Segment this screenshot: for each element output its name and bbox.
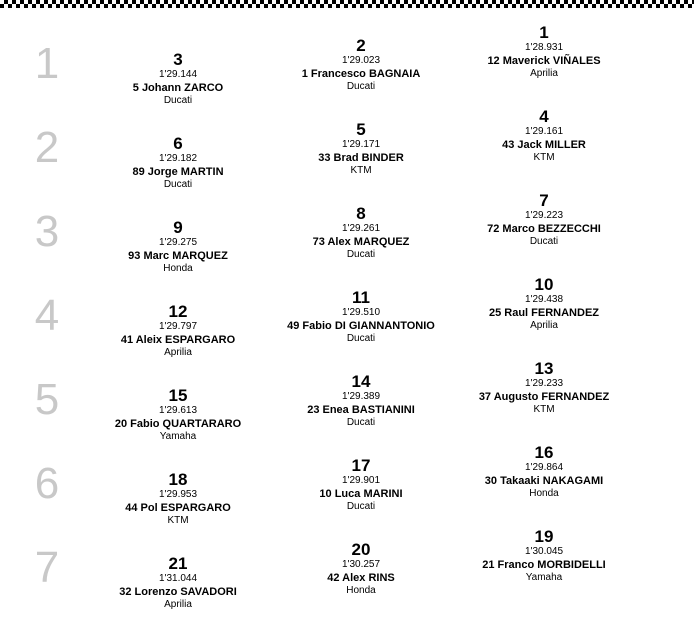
grid-position: 20	[351, 540, 371, 559]
team-name: KTM	[167, 515, 189, 526]
grid-slot	[434, 528, 654, 584]
lap-time: 1'29.389	[341, 391, 381, 402]
rider-name: 32 Lorenzo SAVADORI	[119, 586, 237, 598]
team-name: Ducati	[346, 417, 376, 428]
grid-row-number: 3	[34, 207, 60, 256]
rider-name: 23 Enea BASTIANINI	[307, 404, 415, 416]
grid-position: 8	[356, 204, 366, 223]
rider-name: 5 Johann ZARCO	[132, 82, 224, 94]
grid-position: 17	[351, 456, 371, 475]
grid-row-number: 1	[34, 39, 60, 88]
grid-position: 6	[173, 134, 183, 153]
rider-name: 44 Pol ESPARGARO	[125, 502, 231, 514]
team-name: Honda	[529, 488, 559, 499]
grid-slot	[434, 360, 654, 416]
rider-name: 20 Fabio QUARTARARO	[114, 418, 242, 430]
lap-time: 1'29.510	[341, 307, 381, 318]
team-name: KTM	[533, 152, 555, 163]
rider-name: 42 Alex RINS	[327, 572, 395, 584]
rider-name: 72 Marco BEZZECCHI	[487, 223, 601, 235]
rider-name: 1 Francesco BAGNAIA	[301, 68, 421, 80]
rider-name: 93 Marc MARQUEZ	[128, 250, 228, 262]
grid-position: 15	[168, 386, 188, 405]
team-name: Yamaha	[525, 572, 563, 583]
rider-name: 73 Alex MARQUEZ	[312, 236, 410, 248]
lap-time: 1'29.275	[158, 237, 198, 248]
team-name: Ducati	[163, 179, 193, 190]
team-name: Ducati	[346, 333, 376, 344]
lap-time: 1'29.144	[158, 69, 198, 80]
rider-name: 21 Franco MORBIDELLI	[482, 559, 606, 571]
grid-position: 11	[352, 288, 370, 307]
team-name: Honda	[346, 585, 376, 596]
grid-row-number: 5	[34, 375, 60, 424]
rider-name: 43 Jack MILLER	[502, 139, 586, 151]
grid-position: 16	[534, 443, 554, 462]
team-name: Aprilia	[164, 347, 192, 358]
team-name: Honda	[163, 263, 193, 274]
rider-name: 30 Takaaki NAKAGAMI	[484, 475, 604, 487]
grid-slot	[434, 24, 654, 80]
rider-name: 37 Augusto FERNANDEZ	[478, 391, 610, 403]
rider-name: 33 Brad BINDER	[318, 152, 404, 164]
lap-time: 1'29.438	[524, 294, 564, 305]
lap-time: 1'29.223	[524, 210, 564, 221]
team-name: Ducati	[529, 236, 559, 247]
team-name: Aprilia	[530, 320, 558, 331]
grid-slot	[434, 108, 654, 164]
lap-time: 1'29.797	[158, 321, 198, 332]
lap-time: 1'31.044	[158, 573, 198, 584]
grid-position: 12	[168, 302, 188, 321]
grid-position: 9	[173, 218, 183, 237]
grid-position: 1	[539, 23, 549, 42]
grid-position: 14	[351, 372, 371, 391]
grid-position: 4	[539, 107, 549, 126]
lap-time: 1'29.261	[341, 223, 381, 234]
grid-position: 5	[356, 120, 366, 139]
lap-time: 1'29.901	[341, 475, 381, 486]
grid-position: 21	[168, 554, 188, 573]
lap-time: 1'29.613	[158, 405, 198, 416]
lap-time: 1'29.233	[524, 378, 564, 389]
grid-row-number: 2	[34, 123, 60, 172]
grid-position: 13	[534, 359, 554, 378]
grid-position: 7	[539, 191, 549, 210]
team-name: Ducati	[163, 95, 193, 106]
team-name: KTM	[350, 165, 372, 176]
team-name: KTM	[533, 404, 555, 415]
lap-time: 1'30.045	[524, 546, 564, 557]
team-name: Ducati	[346, 501, 376, 512]
lap-time: 1'29.161	[524, 126, 564, 137]
team-name: Yamaha	[159, 431, 197, 442]
lap-time: 1'29.182	[158, 153, 198, 164]
rider-name: 10 Luca MARINI	[319, 488, 403, 500]
lap-time: 1'29.171	[341, 139, 381, 150]
lap-time: 1'30.257	[341, 559, 381, 570]
rider-name: 41 Aleix ESPARGARO	[120, 334, 236, 346]
team-name: Ducati	[346, 249, 376, 260]
grid-row-number: 6	[34, 459, 60, 508]
lap-time: 1'29.953	[158, 489, 198, 500]
team-name: Aprilia	[164, 599, 192, 610]
grid-position: 3	[173, 50, 183, 69]
grid-slot	[434, 444, 654, 500]
grid-position: 18	[168, 470, 188, 489]
rider-name: 89 Jorge MARTIN	[132, 166, 224, 178]
checkered-flag-border	[0, 0, 694, 8]
team-name: Ducati	[346, 81, 376, 92]
rider-name: 25 Raul FERNANDEZ	[488, 307, 600, 319]
team-name: Aprilia	[530, 68, 558, 79]
grid-row-number: 7	[34, 543, 60, 592]
grid-position: 19	[534, 527, 554, 546]
lap-time: 1'29.864	[524, 462, 564, 473]
grid-position: 2	[356, 36, 366, 55]
rider-name: 12 Maverick VIÑALES	[487, 55, 601, 67]
grid-row-number: 4	[34, 291, 60, 340]
lap-time: 1'28.931	[524, 42, 564, 53]
rider-name: 49 Fabio DI GIANNANTONIO	[287, 320, 435, 332]
grid-slot	[434, 192, 654, 248]
grid-slot	[434, 276, 654, 332]
lap-time: 1'29.023	[341, 55, 381, 66]
grid-position: 10	[534, 275, 554, 294]
